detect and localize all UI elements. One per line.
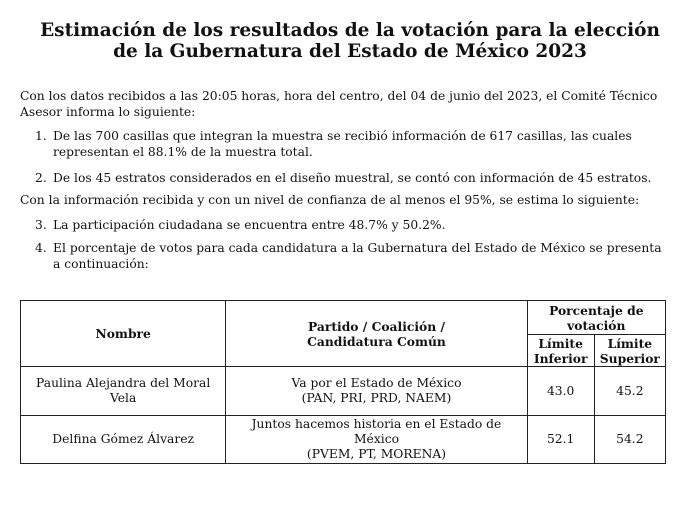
- party-line-2: (PAN, PRI, PRD, NAEM): [301, 391, 452, 405]
- list-item-3: [35, 217, 665, 233]
- header-lower-line-1: Límite: [538, 335, 583, 351]
- candidate-party: [226, 416, 527, 464]
- title-line-1: Estimación de los resultados de la votación para la elección: [40, 20, 660, 41]
- party-line-2: (PVEM, PT, MORENA): [306, 447, 447, 461]
- list-text: De las 700 casillas que integran la muestra se recibió información de 617 casillas, las cuales representan el 88.1% de la muestra total.: [53, 129, 632, 159]
- middle-paragraph: Con la información recibida y con un nivel de confianza de al menos el 95%, se estima lo siguiente:: [20, 193, 640, 207]
- header-name: Nombre: [21, 301, 226, 367]
- list-number: 1.: [35, 129, 47, 143]
- list-text: De los 45 estratos considerados en el diseño muestral, se contó con información de 45 estratos.: [53, 171, 652, 185]
- document-title: [0, 20, 700, 62]
- list-number: 4.: [35, 241, 47, 255]
- header-upper-limit: [594, 335, 665, 367]
- lower-limit-value: 43.0: [527, 367, 594, 416]
- list-item-4: [35, 240, 665, 272]
- list-item-2: [35, 170, 665, 186]
- header-lower-line-2: Inferior: [533, 350, 588, 366]
- results-table: [20, 300, 666, 464]
- candidate-name: Delfina Gómez Álvarez: [21, 416, 226, 464]
- header-lower-limit: [527, 335, 594, 367]
- candidate-party: [226, 367, 527, 416]
- upper-limit-value: 54.2: [594, 416, 665, 464]
- list-number: 3.: [35, 218, 47, 232]
- header-party-line-1: Partido / Coalición /: [308, 318, 445, 334]
- list-text: El porcentaje de votos para cada candidatura a la Gubernatura del Estado de México se presenta a continuación:: [53, 241, 662, 271]
- table-row: [21, 416, 666, 464]
- header-percentage: [527, 301, 665, 335]
- party-line-1: Juntos hacemos historia en el Estado de México: [251, 417, 502, 446]
- party-line-1: Va por el Estado de México: [291, 376, 462, 390]
- header-percentage-line-2: votación: [567, 317, 626, 333]
- list-text: La participación ciudadana se encuentra entre 48.7% y 50.2%.: [53, 218, 446, 232]
- upper-limit-value: 45.2: [594, 367, 665, 416]
- header-party: [226, 301, 527, 367]
- candidate-name: Paulina Alejandra del Moral Vela: [21, 367, 226, 416]
- table-row: [21, 367, 666, 416]
- header-upper-line-1: Límite: [607, 335, 653, 351]
- title-line-2: de la Gubernatura del Estado de México 2023: [113, 41, 587, 62]
- header-percentage-line-1: Porcentaje de: [549, 302, 644, 318]
- header-party-line-2: Candidatura Común: [307, 333, 446, 349]
- table-header-row: [21, 301, 666, 335]
- list-item-1: [35, 128, 665, 160]
- list-number: 2.: [35, 171, 47, 185]
- lower-limit-value: 52.1: [527, 416, 594, 464]
- intro-paragraph: Con los datos recibidos a las 20:05 horas, hora del centro, del 04 de junio del 2023, el Comité Técnico Asesor informa lo siguiente:: [20, 89, 658, 119]
- header-upper-line-2: Superior: [599, 350, 660, 366]
